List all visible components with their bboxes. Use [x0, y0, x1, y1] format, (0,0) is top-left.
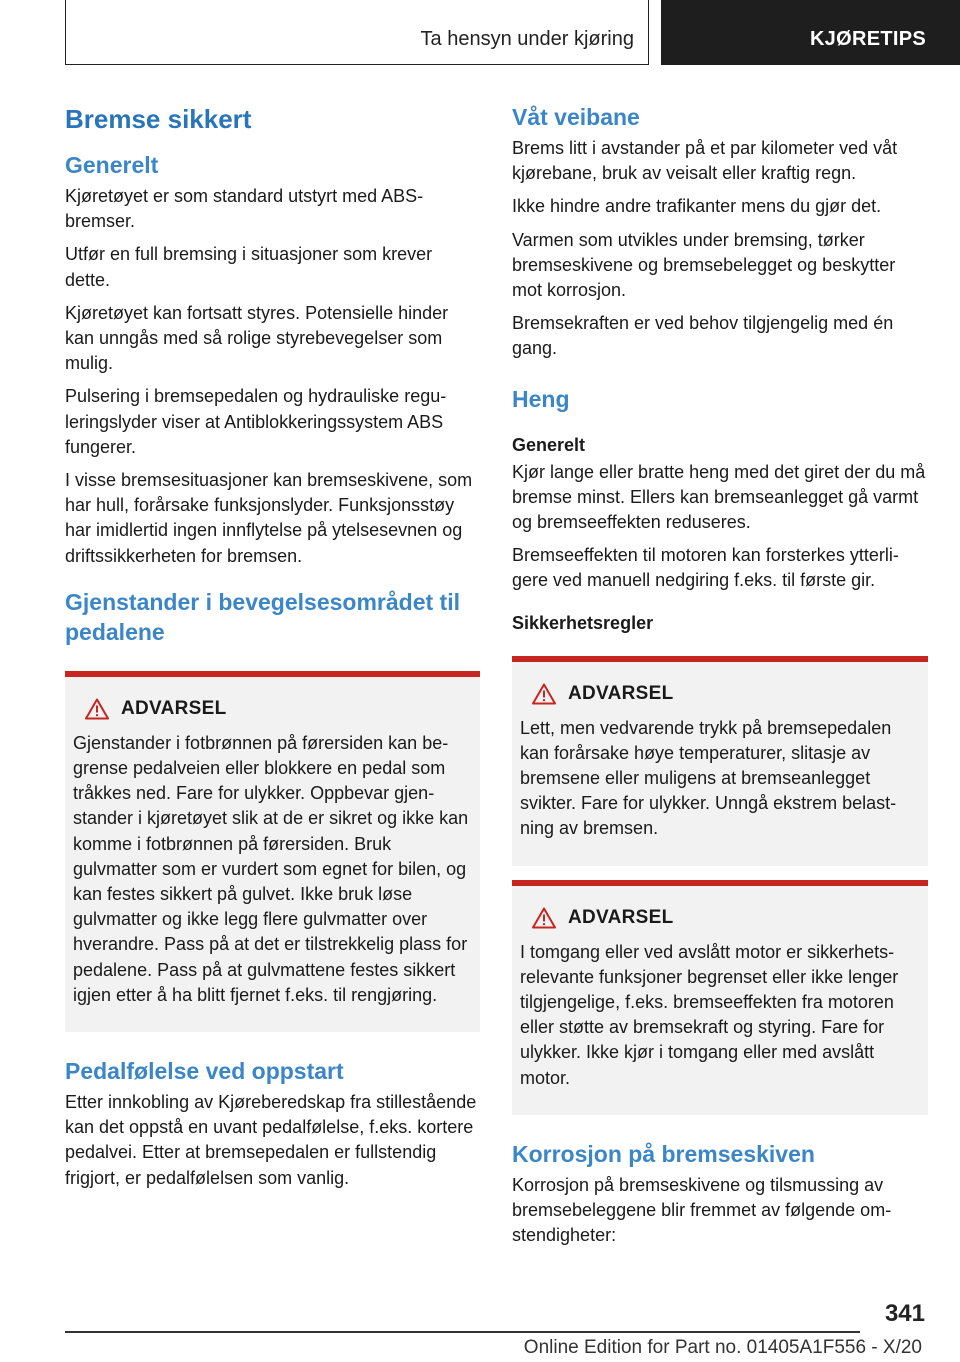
warning-triangle-icon — [532, 907, 556, 929]
paragraph: Bremseeffekten til motoren kan forsterkes ytterligere ved manuell nedgiring f.eks. til første gir. — [512, 545, 899, 591]
header-chapter-tab — [661, 0, 960, 65]
warning-triangle-icon — [532, 683, 556, 705]
heading-vat-veibane: Våt veibane — [512, 104, 640, 130]
page-number: 341 — [884, 1300, 925, 1327]
subheading-sikkerhetsregler: Sikkerhetsregler — [512, 612, 654, 633]
heading-heng: Heng — [512, 385, 570, 412]
paragraph: Utfør en full bremsing i situasjoner som krever dette. — [65, 244, 433, 290]
heading-generelt: Generelt — [65, 152, 159, 178]
header-chapter-title: KJØRETIPS — [809, 28, 926, 50]
warning-title: ADVARSEL — [121, 697, 227, 719]
footer-divider — [65, 1331, 860, 1333]
warning-text: I tomgang eller ved avslått motor er sikkerhetsrelevante funksjoner begrenset eller ikke lenger tilgjengelige, f.eks. bremseeffekten fra motoren eller støtte av bremsekraft og styring. Fare for ulykker. Ikke kjør i tomgang eller med avslått motor. — [520, 941, 899, 1088]
warning-title: ADVARSEL — [568, 682, 674, 704]
warning-box — [512, 656, 928, 866]
warning-title-row — [520, 680, 920, 708]
warning-box — [65, 671, 480, 1032]
paragraph: I visse bremsesituasjoner kan bremseskivene, som har hull, forårsake funksjonslyder. Funksjonsstøy har imidlertid ingen innflytelse på ytelsesevnen og driftssikkerheten for bremsen. — [65, 470, 473, 566]
paragraph: Kjøretøyet er som standard utstyrt med ABS-bremser. — [65, 186, 424, 232]
paragraph: Kjør lange eller bratte heng med det giret der du må bremse minst. Ellers kan bremseanlegget gå varmt og bremseeffekten reduseres. — [512, 461, 926, 533]
paragraph: Etter innkobling av Kjøreberedskap fra stillestående kan det oppstå en uvant pedalfølelse, f.eks. kortere pedalvei. Etter at bremsepedalen er fullstendig frigjort, er pedalfølelsen som vanlig. — [65, 1092, 477, 1188]
paragraph: Varmen som utvikles under bremsing, tørker bremseskivene og bremsebelegget og beskytter mot korrosjon. — [512, 229, 896, 301]
warning-title-row — [520, 904, 920, 932]
header-section-title: Ta hensyn under kjøring — [420, 28, 634, 50]
warning-text: Lett, men vedvarende trykk på bremsepedalen kan forårsake høye temperaturer, slitasje av bremsene eller muligens at bremseanlegget svikter. Fare for ulykker. Unngå ekstrem belastning av bremsen. — [520, 717, 897, 839]
paragraph: Brems litt i avstander på et par kilometer ved våt kjørebane, bruk av veisalt eller kraftig regn. — [512, 138, 898, 184]
paragraph: Ikke hindre andre trafikanter mens du gjør det. — [512, 196, 882, 217]
subheading-generelt: Generelt — [512, 434, 586, 455]
heading-korrosjon: Korrosjon på bremseskiven — [512, 1140, 815, 1167]
paragraph: Bremsekraften er ved behov tilgjengelig med én gang. — [512, 313, 894, 359]
warning-text: Gjenstander i fotbrønnen på førersiden kan begrense pedalveien eller blokkere en pedal som tråkkes ned. Fare for ulykker. Oppbevar gjenstander i kjøretøyet slik at de er sikret og ikke kan komme i fotbrønnen på førersiden. Bruk gulvmatter som er vurdert som egnet for bilen, og kan festes sikkert på gulvet. Ikke bruk løse gulvmatter og ikke legg flere gulvmatter over hverandre. Pass på at det er tilstrekkelig plass for pedalene. Pass på at gulvmattene festes sikkert igjen etter å ha blitt fjernet f.eks. til rengjøring. — [73, 732, 469, 1005]
warning-triangle-icon — [85, 698, 109, 720]
left-column — [65, 100, 480, 1191]
warning-title: ADVARSEL — [568, 906, 674, 928]
heading-bremse-sikkert: Bremse sikkert — [65, 104, 252, 134]
paragraph: Pulsering i bremsepedalen og hydrauliske reguleringslyder viser at Antiblokkeringssystem ABS fungerer. — [65, 386, 447, 457]
right-column — [512, 100, 928, 1248]
warning-title-row — [73, 695, 472, 723]
header-section-frame — [65, 0, 649, 65]
paragraph: Korrosjon på bremseskivene og tilsmussing av bremsebeleggene blir fremmet av følgende omstendigheter: — [512, 1174, 892, 1246]
warning-box — [512, 880, 928, 1115]
footer-edition: Online Edition for Part no. 01405A1F556 - X/20 — [523, 1337, 922, 1358]
paragraph: Kjøretøyet kan fortsatt styres. Potensielle hinder kan unngås med så rolige styrebevegelser som mulig. — [65, 302, 449, 374]
heading-pedalfolelse: Pedalfølelse ved oppstart — [65, 1058, 344, 1085]
heading-gjenstander: Gjenstander i bevegelsesområdet til pedalene — [65, 588, 460, 645]
